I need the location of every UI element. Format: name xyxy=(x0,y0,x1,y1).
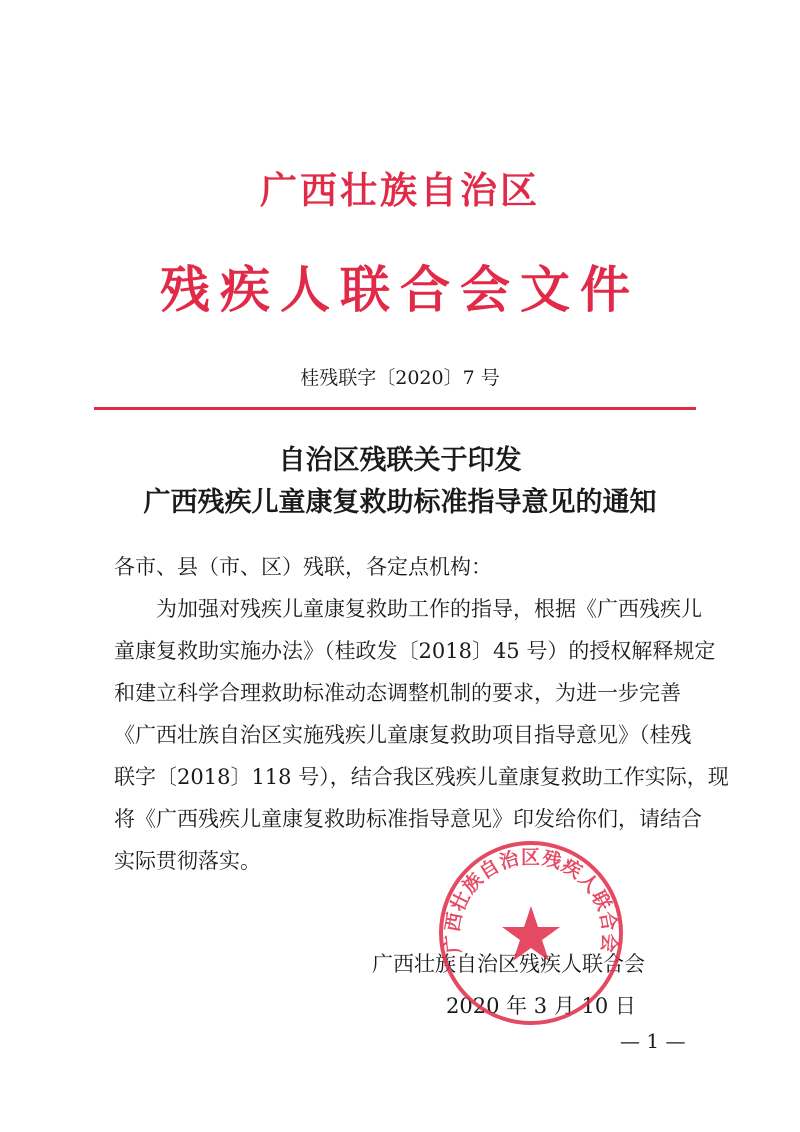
document-title xyxy=(0,440,800,524)
body-line: 童康复救助实施办法》（桂政发〔2018〕45 号）的授权解释规定 xyxy=(114,639,716,663)
body-line: 实际贯彻落实。 xyxy=(114,849,261,873)
seal-text: 广西壮族自治区残疾人联合会 xyxy=(441,846,621,955)
body-line: 将《广西残疾儿童康复救助标准指导意见》印发给你们，请结合 xyxy=(114,807,702,831)
official-seal xyxy=(436,838,626,1028)
title-line2: 广西残疾儿童康复救助标准指导意见的通知 xyxy=(143,487,657,518)
salutation: 各市、县（市、区）残联，各定点机构： xyxy=(114,555,492,579)
signature-org: 广西壮族自治区残疾人联合会 xyxy=(372,952,645,976)
body-line: 为加强对残疾儿童康复救助工作的指导，根据《广西残疾儿 xyxy=(114,597,702,621)
star-icon xyxy=(502,906,560,961)
body-line: 和建立科学合理救助标准动态调整机制的要求，为进一步完善 xyxy=(114,681,681,705)
issuing-org-line2: 残疾人联合会文件 xyxy=(160,260,640,319)
title-line1: 自治区残联关于印发 xyxy=(278,445,522,476)
document-number: 桂残联字〔2020〕7 号 xyxy=(300,367,500,389)
red-divider xyxy=(94,407,696,410)
body-line: 联字〔2018〕118 号），结合我区残疾儿童康复救助工作实际，现 xyxy=(114,765,729,789)
signature-date: 2020 年 3 月 10 日 xyxy=(446,994,636,1018)
body-line: 《广西壮族自治区实施残疾儿童康复救助项目指导意见》（桂残 xyxy=(114,723,692,747)
page-number: — 1 — xyxy=(620,1029,686,1053)
issuing-org-line1: 广西壮族自治区 xyxy=(260,168,540,212)
